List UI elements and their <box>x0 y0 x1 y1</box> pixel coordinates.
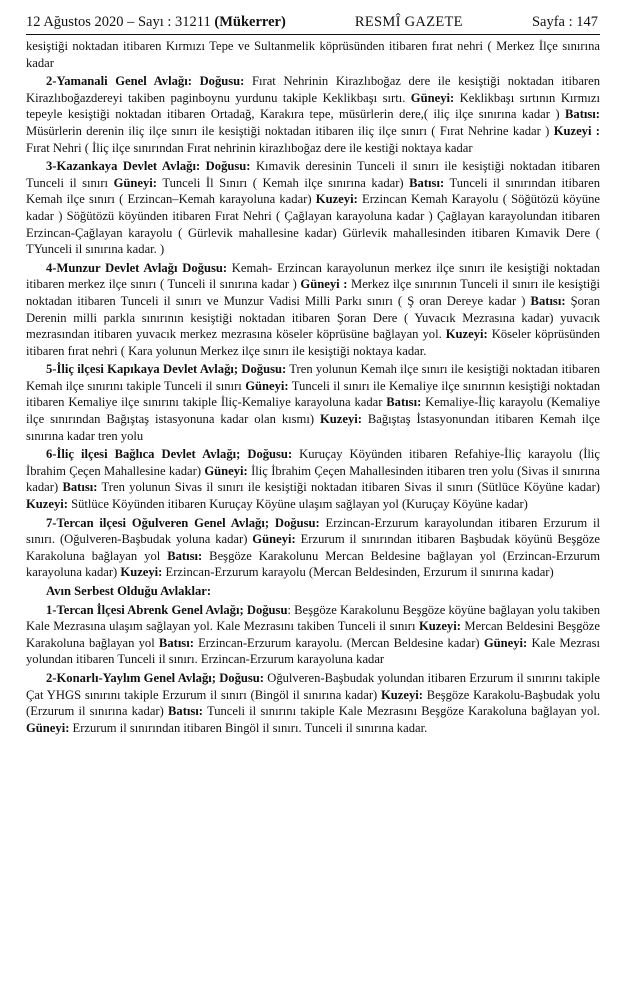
direction-text: Fırat Nehrinin Kirazlıboğaz dere ile kesiştiği noktadan itibaren Kirazlıboğazdereyi takiben paginboynu yurdunu takiple Keklikbaşı sırtı. <box>26 74 600 105</box>
direction-label: Batısı: <box>167 548 203 563</box>
area-title: 3-Kazankaya Devlet Avlağı: <box>46 159 201 174</box>
direction-label: Batısı: <box>168 704 203 719</box>
direction-label: Kuzeyi: <box>418 619 461 634</box>
direction-text: Kımavik deresinin Tunceli il sınırı ile kesiştiği noktadan itibaren Tunceli il sınırı <box>26 159 600 190</box>
direction-label: Güneyi: <box>113 175 157 190</box>
direction-label: Kuzeyi: <box>26 497 68 512</box>
direction-text: Tren yolunun Kemah ilçe sınırı ile kesiştiği noktadan itibaren Kemah ilçe sınırını takiple Tunceli il sınırı <box>26 362 600 393</box>
direction-text: Tunceli İl Sınırı ( Kemah ilçe sınırına kadar) <box>156 175 410 190</box>
direction-text: Erzincan-Erzurum karayolundan itibaren Erzurum il sınırı. (Oğulveren-Başbudak yoluna kadar) <box>26 515 601 547</box>
direction-text: Tunceli il sınırından itibaren Kemah ilçe sınırı ( Erzincan–Kemah karayoluna kadar) <box>26 175 600 207</box>
area-paragraph <box>26 73 600 156</box>
direction-label: Doğusu: <box>247 447 293 462</box>
direction-text: Fırat Nehri ( İliç ilçe sınırından Fırat nehrinin kirazlıboğaz dere ile kestiği noktaya kadar <box>26 140 473 155</box>
direction-label: Güneyi: <box>252 532 296 547</box>
direction-label: Doğusu: <box>205 159 251 174</box>
intro-paragraph: kesiştiği noktadan itibaren Kırmızı Tepe ve Sultanmelik köprüsünden itibaren fırat nehri ( Merkez İlçe sınırına kadar <box>26 39 600 70</box>
direction-label: Güneyi: <box>410 90 455 105</box>
direction-label: Kuzeyi: <box>315 192 358 207</box>
direction-label: Batısı: <box>386 395 422 410</box>
area-paragraph <box>26 260 600 360</box>
area-title: 2-Konarlı-Yaylım Genel Avlağı; <box>46 670 216 685</box>
area-title: 2-Yamanali Genel Avlağı: <box>46 74 192 89</box>
direction-text: Beşgöze Karakolunu Mercan Beldesine bağlayan yol (Erzincan-Erzurum karayoluna kadar) <box>26 548 600 580</box>
area-title: 6-İliç ilçesi Bağlıca Devlet Avlağı; <box>46 447 241 462</box>
area-paragraph <box>26 361 600 444</box>
area-title: 1-Tercan İlçesi Abrenk Genel Avlağı; <box>46 602 244 617</box>
direction-text: Müsürlerin derenin iliç ilçe sınırı ile kesiştiği noktadan itibaren iliç ilçe sınırı ( Fırat Nehrine kadar ) <box>26 123 554 138</box>
direction-text: Beşgöze Karakolu-Başbudak yolu (Erzurum il sınırına kadar) <box>26 687 600 719</box>
direction-text: Kuruçay Köyünden itibaren Refahiye-İliç karayolu (İliç İbrahim Çeçen Mahallesine kadar) <box>26 447 600 478</box>
direction-text: Oğulveren-Başbudak yolundan itibaren Erzurum il sınırını takiple Çat YHGS sınırını takiple Erzurum il sınırı (Bingöl il sınırına kadar) <box>26 670 600 702</box>
direction-label: Doğusu: <box>199 74 245 89</box>
page-header <box>26 14 600 35</box>
direction-text: İliç İbrahim Çeçen Mahallesinden itibaren tren yolu (Sivas il sınırına kadar) <box>26 463 600 495</box>
direction-label: Doğusu <box>246 602 288 617</box>
direction-text: Erzincan Kemah Karayolu ( Söğütözü köyüne kadar ) Söğütözü köyünden itibaren Fırat Nehri ( Çağlayan karayoluna kadar ) Çağlayan karayolundan itibaren Erzincan-Çağlayan karayolu ( Gürlevik mahallesine kadar) Gürlevik mahallesinden itibaren Kımavik Dere ( TYunceli il sınırına kadar. ) <box>26 192 601 257</box>
direction-text: Merkez ilçe sınırının Tunceli il sınırı ile kesiştiği noktadan itibaren Tunceli il sınırı ve Munzur Vadisi Milli Parkı sınırı ( Ş oran Dereye kadar ) <box>26 277 600 308</box>
restricted-hunting-areas <box>26 73 600 581</box>
direction-label: Doğusu: <box>241 362 287 377</box>
direction-label: Kuzeyi : <box>553 123 600 138</box>
direction-label: Güneyi: <box>483 635 528 650</box>
direction-label: Kuzeyi: <box>319 412 362 427</box>
direction-text: Kemaliye-İliç karayolu (Kemaliye ilçe sınırından Bağıştaş istasyonuna kadar olan kısmı) <box>26 395 600 427</box>
direction-label: Kuzeyi: <box>445 327 488 342</box>
direction-label: Doğusu: <box>182 260 228 275</box>
direction-label: Kuzeyi: <box>120 565 163 580</box>
direction-label: Güneyi: <box>26 720 70 735</box>
gazette-title: RESMÎ GAZETE <box>354 14 463 30</box>
area-paragraph <box>26 515 600 581</box>
direction-text: Bağıştaş İstasyonundan itibaren Kemah ilçe sınırına kadar tren yolu <box>26 412 600 443</box>
area-paragraph <box>26 158 600 258</box>
free-hunting-areas <box>26 602 600 737</box>
area-title: 4-Munzur Devlet Avlağı <box>46 260 178 275</box>
direction-label: Kuzeyi: <box>380 687 423 702</box>
direction-text: Mercan Beldesini Beşgöze Karakoluna bağlayan yol <box>26 619 600 650</box>
direction-text: Erzurum il sınırından itibaren Bingöl il sınırı. Tunceli il sınırına kadar. <box>69 720 428 735</box>
header-date-issue <box>26 14 286 31</box>
header-date-text: 12 Ağustos 2020 – Sayı : 31211 <box>26 14 215 30</box>
direction-text: Sütlüce Köyünden itibaren Kuruçay Köyüne ulaşım sağlayan yol (Kuruçay Köyüne kadar) <box>67 497 528 512</box>
direction-label: Doğusu: <box>274 515 320 530</box>
area-title: 7-Tercan ilçesi Oğulveren Genel Avlağı; <box>46 515 270 530</box>
direction-text: Tren yolunun Sivas il sınırı ile kesiştiği noktadan itibaren Sivas il sınırı (Sütlüce Köyüne kadar) <box>97 480 600 495</box>
direction-text: Erzincan-Erzurum karayolu (Mercan Beldesinden, Erzurum il sınırına kadar) <box>162 565 554 580</box>
direction-text: Erzincan-Erzurum karayolu. (Mercan Beldesine kadar) <box>193 635 484 650</box>
page-number: Sayfa : 147 <box>531 14 598 30</box>
direction-label: Batısı: <box>409 175 445 190</box>
direction-text: Tunceli il sınırını takiple Kale Mezrasını Beşgöze Karakoluna bağlayan yol. <box>202 704 600 719</box>
direction-label: Batısı: <box>62 480 98 495</box>
area-paragraph <box>26 670 600 736</box>
area-paragraph <box>26 602 600 668</box>
direction-label: Güneyi: <box>204 463 248 478</box>
direction-text: : Beşgöze Karakolunu Beşgöze köyüne bağlayan yolu takiben Kale Mezrasına ulaşım sağlayan yol. Kale Mezrasını takiben Tunceli il sınırı <box>26 602 600 634</box>
direction-label: Batısı: <box>530 293 566 308</box>
direction-label: Batısı: <box>158 635 194 650</box>
area-paragraph <box>26 446 600 512</box>
direction-label: Doğusu: <box>219 670 264 685</box>
direction-text: Şoran Derenin milli parkla sınırının kesiştiği noktadan itibaren Şoran Dere ( Yuvacık Mezrasına kadar) yuvacık mezrasından itibaren yuvacık merkez mezrasına köseler köprüsüne bağlayan yol. <box>26 293 600 342</box>
direction-text: Kale Mezrası yolundan itibaren Tunceli il sınırı. Erzincan-Erzurum karayoluna kadar <box>26 635 600 667</box>
direction-text: Köseler köprüsünden itibaren fırat nehri ( Kara yolunun Merkez ilçe sınırı ile kesiştiği noktaya kadar. <box>26 327 600 358</box>
free-areas-heading: Avın Serbest Olduğu Avlaklar: <box>46 584 212 598</box>
direction-text: Erzurum il sınırından itibaren Başbudak köyünü Beşgöze Karakoluna bağlayan yol <box>26 532 600 563</box>
area-title: 5-İliç ilçesi Kapıkaya Devlet Avlağı; <box>46 362 239 377</box>
direction-text: Tunceli il sınırı ile Kemaliye ilçe sınırının kesiştiği noktadan itibaren Kemaliye ilçe sınırını takiple İliç-Kemaliye karayoluna kadar <box>26 378 600 410</box>
document-body <box>26 35 600 736</box>
direction-text: Keklikbaşı sırtının Kırmızı tepeyle kesiştiği noktadan itibaren Ortadağ, Karakıra tepe, müsürlerin dere,( iliç ilçe sınırına kadar ) <box>26 90 600 122</box>
direction-label: Batısı: <box>565 107 600 122</box>
header-extra-label: (Mükerrer) <box>214 14 286 30</box>
direction-label: Güneyi: <box>245 378 289 393</box>
direction-label: Güneyi : <box>300 277 348 292</box>
direction-text: Kemah- Erzincan karayolunun merkez ilçe sınırı ile kesiştiği noktadan itibaren merkez ilçe sınırı ( Tunceli il sınırına kadar ) <box>26 260 600 292</box>
